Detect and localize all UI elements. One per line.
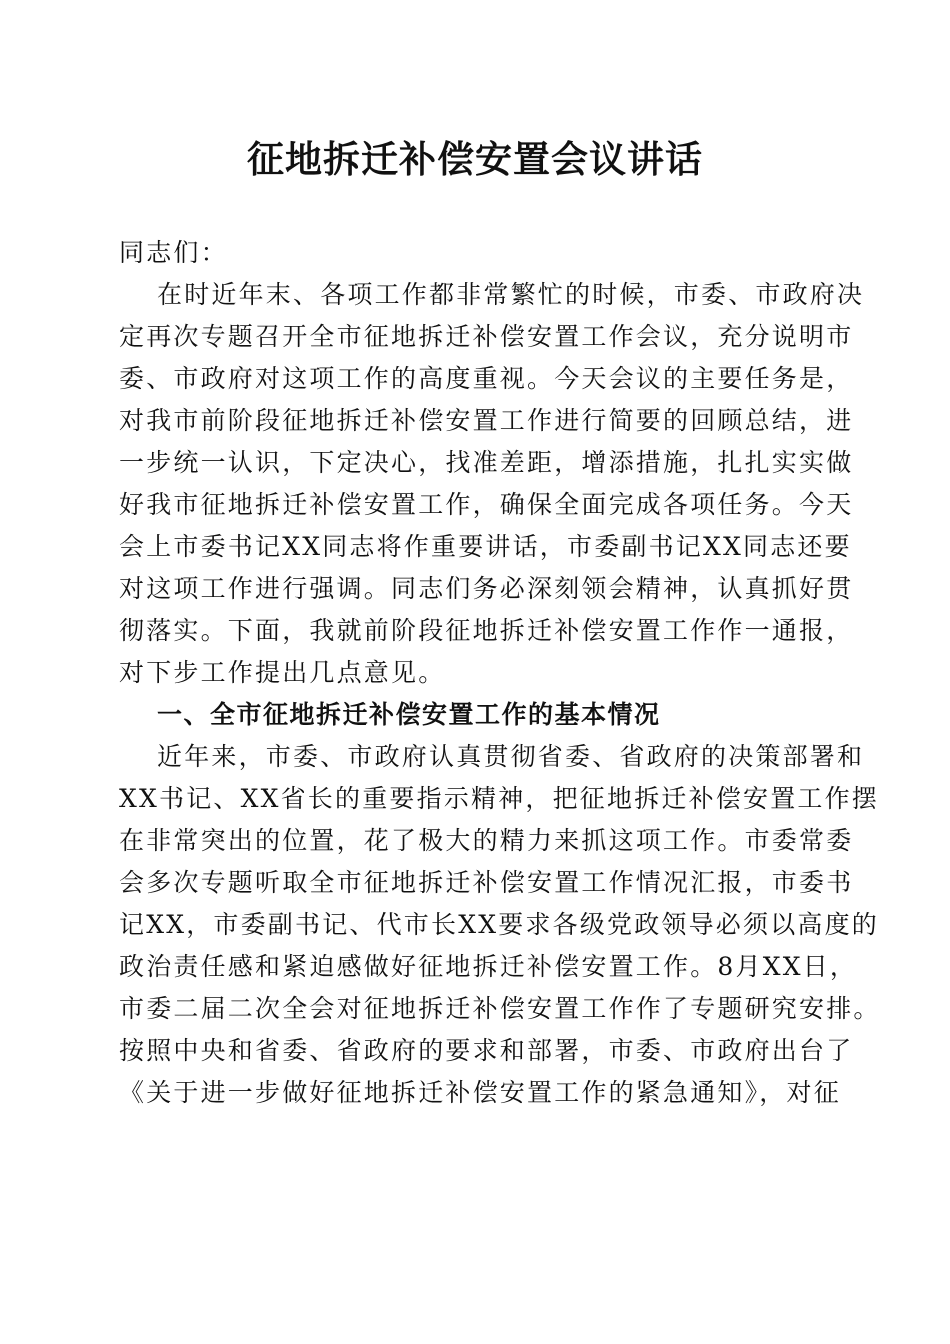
paragraph-line: 按照中央和省委、省政府的要求和部署，市委、市政府出台了	[119, 1036, 854, 1065]
paragraph-line: 会上市委书记XX同志将作重要讲话，市委副书记XX同志还要	[119, 532, 852, 561]
paragraph-line: 记XX，市委副书记、代市长XX要求各级党政领导必须以高度的	[119, 910, 879, 939]
paragraph-line: 对我市前阶段征地拆迁补偿安置工作进行简要的回顾总结，进	[119, 406, 854, 435]
document-body	[119, 232, 881, 1114]
document-title: 征地拆迁补偿安置会议讲话	[247, 137, 703, 181]
paragraph-line: 市委二届二次全会对征地拆迁补偿安置工作作了专题研究安排。	[119, 994, 881, 1023]
paragraph-line: 委、市政府对这项工作的高度重视。今天会议的主要任务是，	[119, 364, 854, 393]
paragraph-line: 彻落实。下面，我就前阶段征地拆迁补偿安置工作作一通报，	[119, 616, 854, 645]
section-heading: 一、全市征地拆迁补偿安置工作的基本情况	[157, 700, 661, 729]
paragraph-line: 近年来，市委、市政府认真贯彻省委、省政府的决策部署和	[157, 742, 865, 771]
paragraph-line: 一步统一认识，下定决心，找准差距，增添措施，扎扎实实做	[119, 448, 854, 477]
paragraph-2	[119, 736, 881, 1114]
paragraph-line: 在时近年末、各项工作都非常繁忙的时候，市委、市政府决	[157, 280, 865, 309]
paragraph-line: 定再次专题召开全市征地拆迁补偿安置工作会议，充分说明市	[119, 322, 854, 351]
paragraph-line: 在非常突出的位置，花了极大的精力来抓这项工作。市委常委	[119, 826, 854, 855]
paragraph-line: 《关于进一步做好征地拆迁补偿安置工作的紧急通知》，对征	[119, 1078, 841, 1107]
paragraph-line: 对这项工作进行强调。同志们务必深刻领会精神，认真抓好贯	[119, 574, 854, 603]
paragraph-line: 会多次专题听取全市征地拆迁补偿安置工作情况汇报，市委书	[119, 868, 854, 897]
paragraph-line: 好我市征地拆迁补偿安置工作，确保全面完成各项任务。今天	[119, 490, 854, 519]
paragraph-line: 对下步工作提出几点意见。	[119, 658, 446, 687]
paragraph-line: 政治责任感和紧迫感做好征地拆迁补偿安置工作。8月XX日，	[119, 952, 858, 981]
paragraph-line: XX书记、XX省长的重要指示精神，把征地拆迁补偿安置工作摆	[119, 784, 879, 813]
paragraph-1	[119, 274, 865, 694]
salutation: 同志们：	[119, 238, 228, 267]
